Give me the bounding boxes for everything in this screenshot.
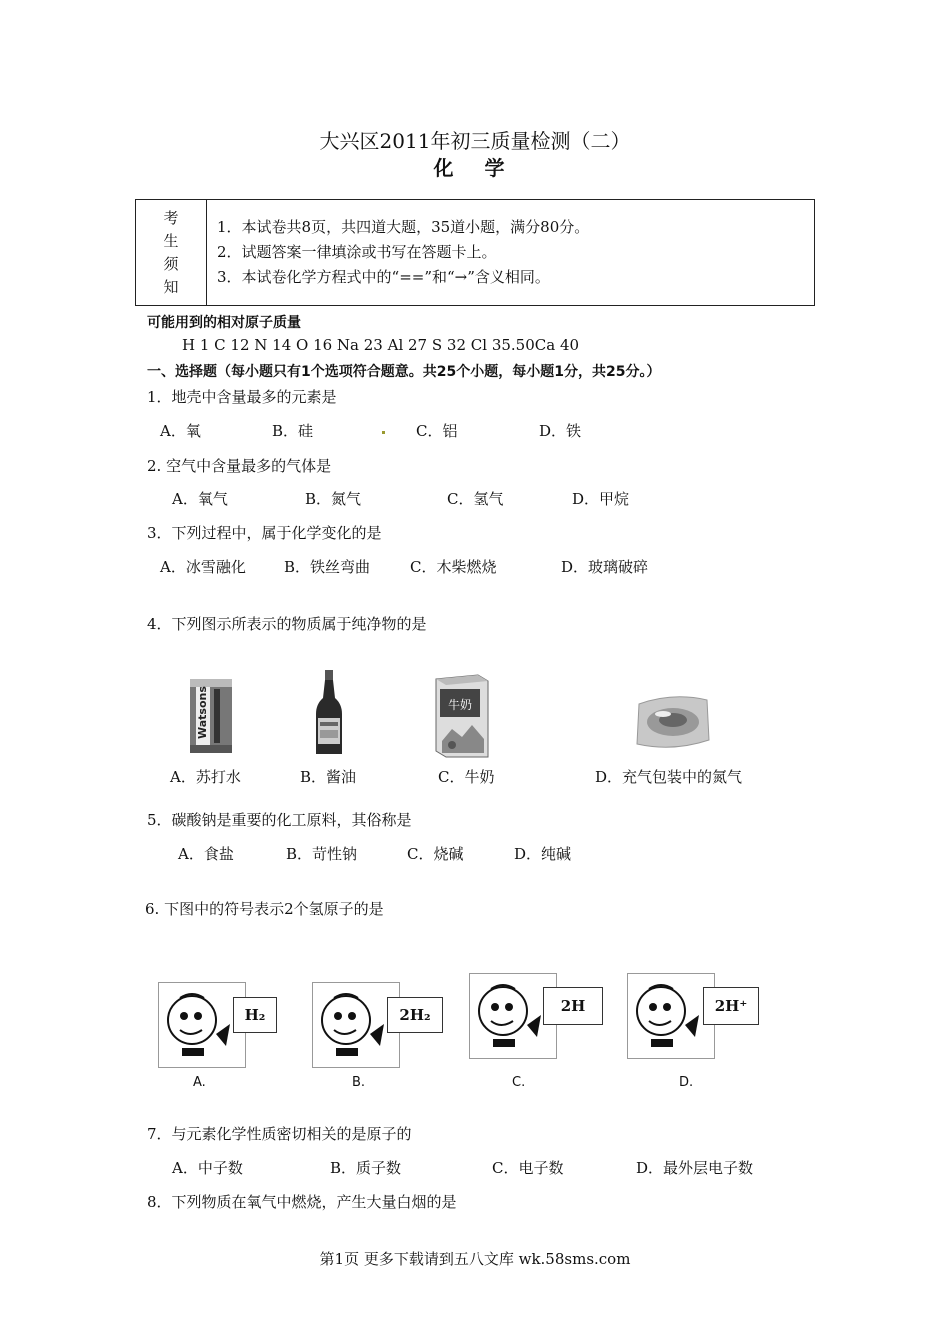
- page-footer: 第1页 更多下载请到五八文库 wk.58sms.com: [319, 1250, 631, 1268]
- notice-table: [135, 199, 815, 306]
- option-c: C．铝: [416, 422, 458, 440]
- option-b: B.: [352, 1075, 366, 1090]
- option-c: C．电子数: [492, 1159, 564, 1177]
- symbol-box-d: 2H⁺: [703, 987, 759, 1025]
- question-stem: 2. 空气中含量最多的气体是: [147, 457, 332, 475]
- option-b: B．苛性钠: [286, 845, 358, 863]
- option-b: B．酱油: [300, 768, 357, 786]
- symbol-box-a: H₂: [233, 997, 277, 1033]
- option-a: A．苏打水: [170, 768, 241, 786]
- option-b: B．氮气: [305, 490, 362, 508]
- cartoon-atom-figure-d: [629, 981, 713, 1057]
- option-c: C．烧碱: [407, 845, 464, 863]
- option-c: C.: [512, 1075, 526, 1090]
- exam-title: 大兴区2011年初三质量检测（二）: [319, 129, 631, 153]
- milk-carton-text: 牛奶: [447, 698, 473, 712]
- nitrogen-package-image: [633, 690, 713, 752]
- question-stem: 4．下列图示所表示的物质属于纯净物的是: [147, 615, 427, 633]
- notice-item: 3．本试卷化学方程式中的“==”和“→”含义相同。: [217, 268, 550, 286]
- milk-carton-image: [432, 671, 492, 759]
- option-b: B．质子数: [330, 1159, 402, 1177]
- question-stem: 8．下列物质在氧气中燃烧，产生大量白烟的是: [147, 1193, 457, 1211]
- option-c: C．木柴燃烧: [410, 558, 497, 576]
- option-d: D．充气包装中的氮气: [595, 768, 743, 786]
- notice-items: [207, 200, 815, 306]
- section-heading: 一、选择题（每小题只有1个选项符合题意。共25个小题，每小题1分，共25分。）: [147, 364, 661, 380]
- subject-title: 化 学: [433, 156, 517, 180]
- option-a: A．食盐: [178, 845, 234, 863]
- atomic-mass-heading: 可能用到的相对原子质量: [147, 315, 301, 331]
- soy-sauce-bottle-image: [312, 668, 346, 758]
- notice-item: 2．试题答案一律填涂或书写在答题卡上。: [217, 243, 497, 261]
- option-d: D．铁: [539, 422, 582, 440]
- option-b: B．硅: [272, 422, 314, 440]
- option-d: D．纯碱: [514, 845, 572, 863]
- question-stem: 3．下列过程中，属于化学变化的是: [147, 524, 382, 542]
- question-stem: 7．与元素化学性质密切相关的是原子的: [147, 1125, 412, 1143]
- question-stem: 5．碳酸钠是重要的化工原料，其俗称是: [147, 811, 412, 829]
- notice-item: 1．本试卷共8页，共四道大题，35道小题，满分80分。: [217, 218, 590, 236]
- notice-label-char: 考: [163, 208, 179, 227]
- option-a: A．冰雪融化: [160, 558, 246, 576]
- option-a: A．中子数: [172, 1159, 243, 1177]
- question-stem: 6. 下图中的符号表示2个氢原子的是: [145, 900, 384, 918]
- question-stem: 1．地壳中含量最多的元素是: [147, 388, 337, 406]
- notice-label-char: 须: [163, 254, 179, 273]
- notice-label: [136, 200, 207, 306]
- notice-label-char: 生: [163, 231, 179, 250]
- soda-can-image: [186, 675, 236, 757]
- option-c: C．氢气: [447, 490, 504, 508]
- cartoon-atom-figure-a: [160, 990, 244, 1066]
- atomic-mass-values: H 1 C 12 N 14 O 16 Na 23 Al 27 S 32 Cl 35.50Ca 40: [182, 336, 580, 354]
- option-a: A.: [193, 1075, 206, 1090]
- option-d: D．甲烷: [572, 490, 630, 508]
- option-d: D.: [679, 1075, 694, 1090]
- option-d: D．最外层电子数: [636, 1159, 754, 1177]
- option-b: B．铁丝弯曲: [284, 558, 371, 576]
- symbol-box-c: 2H: [543, 987, 603, 1025]
- can-brand-text: Watsons: [196, 686, 209, 739]
- option-a: A．氧: [160, 422, 201, 440]
- symbol-box-b: 2H₂: [387, 997, 443, 1033]
- stray-mark: [382, 431, 385, 434]
- option-d: D．玻璃破碎: [561, 558, 649, 576]
- notice-label-char: 知: [163, 277, 179, 296]
- option-a: A．氧气: [172, 490, 228, 508]
- option-c: C．牛奶: [438, 768, 495, 786]
- cartoon-atom-figure-b: [314, 990, 398, 1066]
